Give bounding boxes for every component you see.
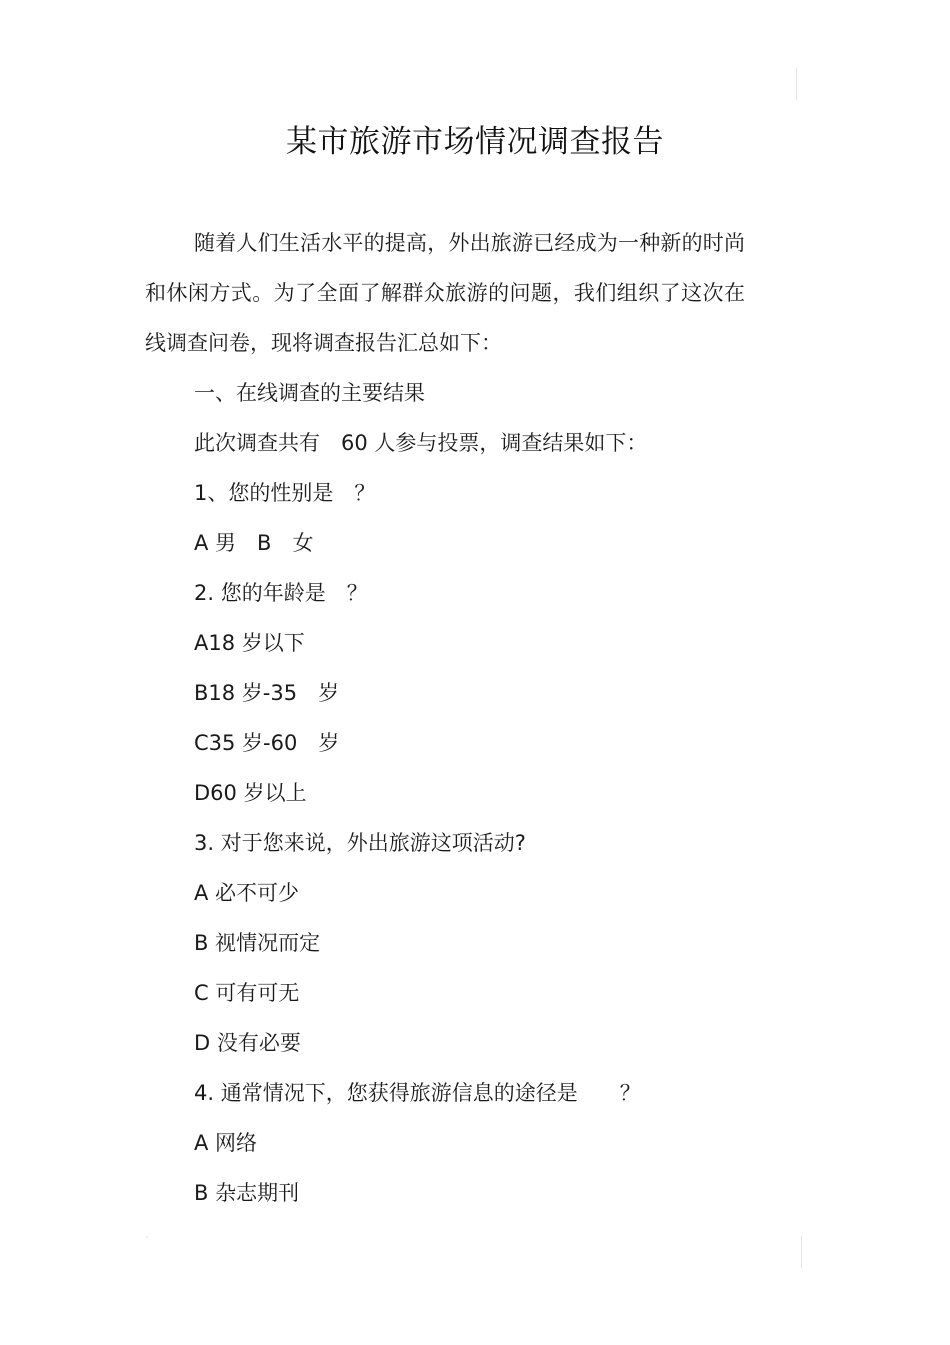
question-3-option-a: A 必不可少	[194, 881, 300, 905]
section-heading: 一、在线调查的主要结果	[194, 381, 425, 405]
question-2: 2. 您的年龄是 ？	[194, 581, 368, 605]
question-3-option-d: D 没有必要	[194, 1031, 301, 1055]
page-edge-mark	[796, 68, 797, 100]
question-3-option-c: C 可有可无	[194, 981, 300, 1005]
question-4-option-a: A 网络	[194, 1131, 258, 1155]
survey-summary: 此次调查共有 60 人参与投票，调查结果如下：	[194, 431, 648, 455]
question-2-option-b: B18 岁-35 岁	[194, 681, 340, 705]
question-3-option-b: B 视情况而定	[194, 931, 321, 955]
page-edge-mark	[801, 1236, 802, 1268]
question-1-option: A 男 B 女	[194, 531, 314, 555]
page-edge-mark	[146, 1236, 148, 1238]
question-1: 1、您的性别是 ？	[194, 481, 376, 505]
document-body	[145, 218, 755, 1218]
question-4-option-b: B 杂志期刊	[194, 1181, 300, 1205]
question-2-option-d: D60 岁以上	[194, 781, 307, 805]
document-title: 某市旅游市场情况调查报告	[286, 124, 664, 160]
question-4: 4. 通常情况下，您获得旅游信息的途径是 ？	[194, 1081, 641, 1105]
question-2-option-c: C35 岁-60 岁	[194, 731, 340, 755]
question-2-option-a: A18 岁以下	[194, 631, 305, 655]
question-3: 3. 对于您来说，外出旅游这项活动?	[194, 831, 526, 855]
intro-paragraph: 随着人们生活水平的提高，外出旅游已经成为一种新的时尚和休闲方式。为了全面了解群众旅游的问题，我们组织了这次在线调查问卷，现将调查报告汇总如下：	[145, 231, 745, 355]
